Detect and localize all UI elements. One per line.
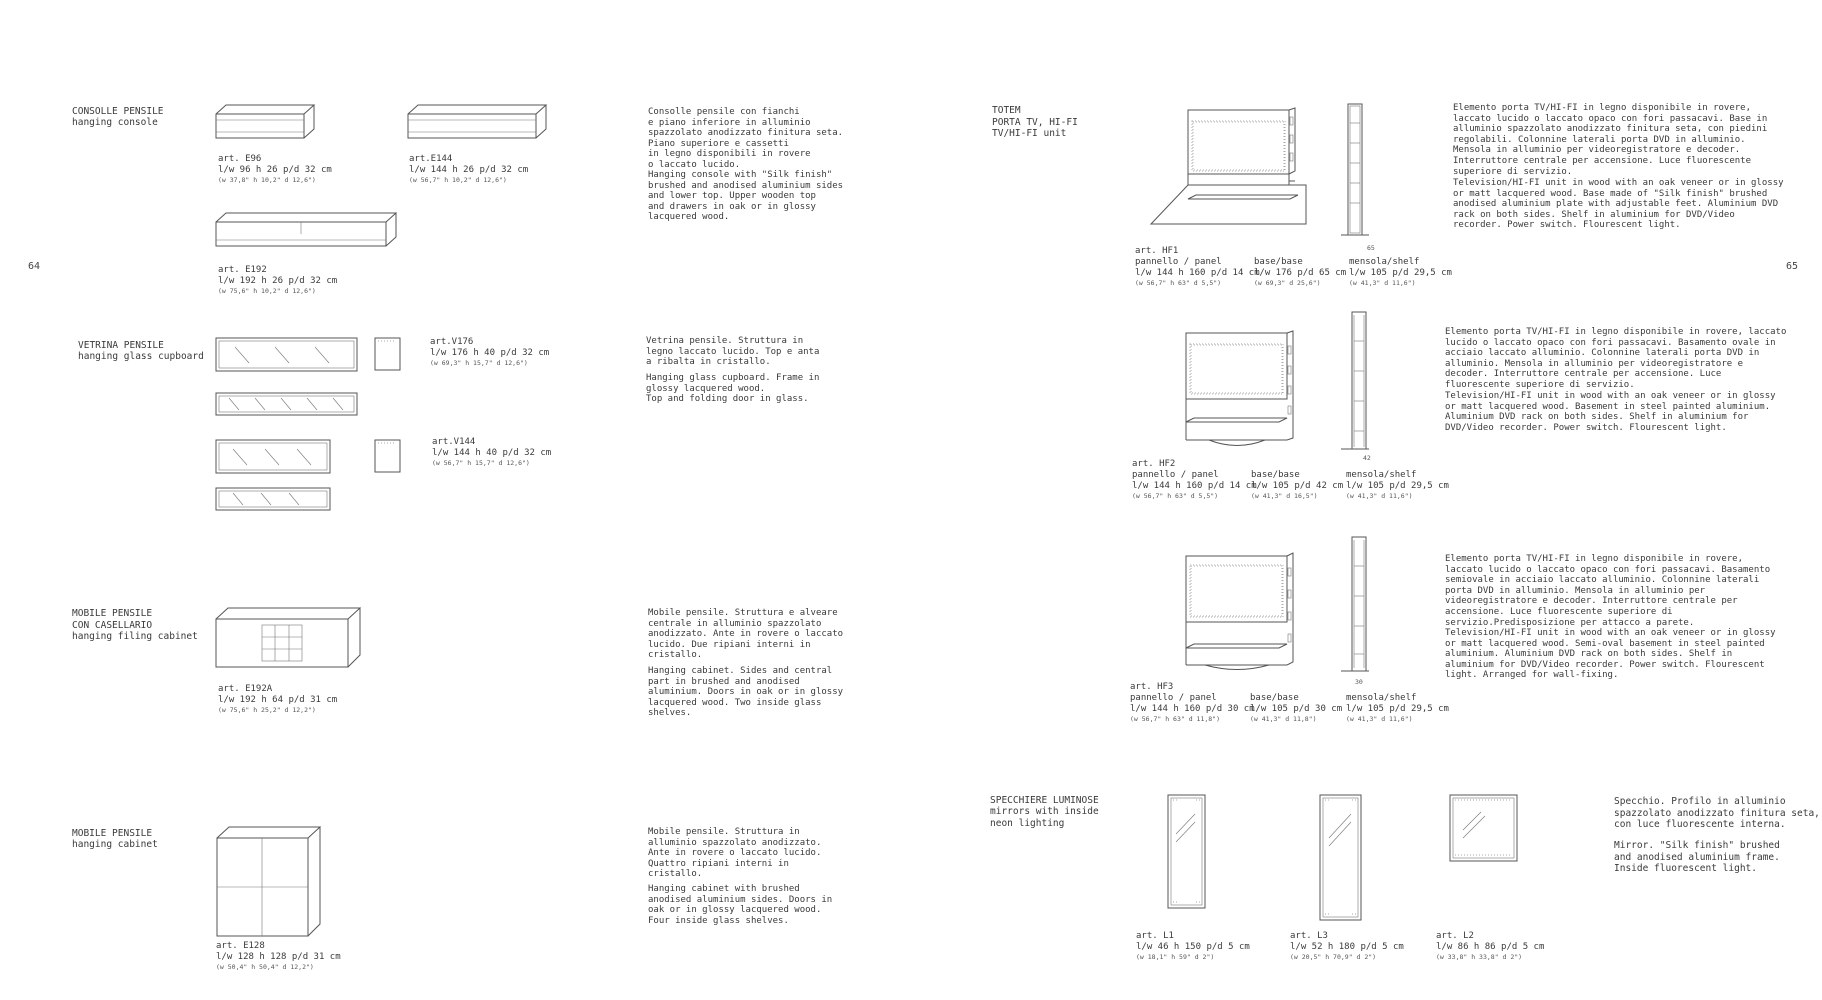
dims-e192a: l/w 192 h 64 p/d 31 cm bbox=[218, 695, 338, 705]
drawing-totem-hf3 bbox=[1185, 552, 1305, 674]
desc-it-specchiere: Specchio. Profilo in alluminio spazzolato anodizzato finitura seta, con luce fluorescente interna. bbox=[1614, 796, 1820, 830]
desc-it-casellario: Mobile pensile. Struttura e alveare centrale in alluminio spazzolato anodizzato. Ante in rovere o laccato lucido. Due ripiani interni in cristallo. bbox=[648, 608, 844, 661]
art-v144: art.V144 bbox=[432, 437, 476, 447]
panel-inch-hf2: (w 56,7" h 63" d 5,5") bbox=[1132, 492, 1219, 500]
inch-e96: (w 37,8" h 10,2" d 12,6") bbox=[218, 176, 316, 184]
dims-l3: l/w 52 h 180 p/d 5 cm bbox=[1290, 942, 1404, 952]
drawing-console-e144 bbox=[407, 104, 547, 142]
drawing-cabinet-e128 bbox=[216, 826, 322, 938]
art-e192: art. E192 bbox=[218, 265, 267, 275]
shelf-inch-hf1: (w 41,3" d 11,6") bbox=[1349, 279, 1416, 287]
panel-name-hf1: pannello / panel bbox=[1135, 257, 1222, 267]
drawing-console-e96 bbox=[215, 104, 315, 142]
desc-en-mobile: Hanging cabinet with brushed anodised aluminium sides. Doors in oak or in glossy lacquered wood. Four inside glass shelves. bbox=[648, 884, 833, 926]
base-name-hf2: base/base bbox=[1251, 470, 1300, 480]
inch-e192a: (w 75,6" h 25,2" d 12,2") bbox=[218, 706, 316, 714]
page-number-right: 65 bbox=[1786, 261, 1799, 272]
dims-e96: l/w 96 h 26 p/d 32 cm bbox=[218, 165, 332, 175]
desc-en-specchiere: Mirror. "Silk finish" brushed and anodised aluminium frame. Inside fluorescent light. bbox=[1614, 840, 1780, 874]
shelf-name-hf1: mensola/shelf bbox=[1349, 257, 1420, 267]
desc-en-casellario: Hanging cabinet. Sides and central part in brushed and anodised aluminium. Doors in oak or in glossy lacquered wood. Two inside glass shelves. bbox=[648, 666, 844, 719]
drawing-mirror-l1 bbox=[1167, 794, 1207, 910]
desc-it-consolle: Consolle pensile con fianchi e piano inferiore in alluminio spazzolato anodizzato finitura seta. Piano superiore e cassetti in legno disponibili in rovere o laccato lucido. bbox=[648, 107, 844, 170]
section-subtitle-consolle: hanging console bbox=[72, 117, 158, 128]
section-title-vetrina: VETRINA PENSILE bbox=[78, 340, 164, 351]
art-e128: art. E128 bbox=[216, 941, 265, 951]
base-dims-hf2: l/w 105 p/d 42 cm bbox=[1251, 481, 1344, 491]
dims-e144: l/w 144 h 26 p/d 32 cm bbox=[409, 165, 529, 175]
art-hf1: art. HF1 bbox=[1135, 246, 1179, 256]
base-dims-hf1: l/w 176 p/d 65 cm bbox=[1254, 268, 1347, 278]
shelf-dims-hf2: l/w 105 p/d 29,5 cm bbox=[1346, 481, 1449, 491]
inch-e128: (w 50,4" h 50,4" d 12,2") bbox=[216, 963, 314, 971]
drawing-vetrina-v176-side bbox=[374, 337, 402, 373]
drawing-totem-hf1-side bbox=[1340, 103, 1370, 241]
art-l3: art. L3 bbox=[1290, 931, 1328, 941]
art-l2: art. L2 bbox=[1436, 931, 1474, 941]
drawing-mirror-l3 bbox=[1319, 794, 1363, 922]
inch-e192: (w 75,6" h 10,2" d 12,6") bbox=[218, 287, 316, 295]
art-v176: art.V176 bbox=[430, 337, 474, 347]
shelf-name-hf2: mensola/shelf bbox=[1346, 470, 1417, 480]
inch-v144: (w 56,7" h 15,7" d 12,6") bbox=[432, 459, 530, 467]
drawing-totem-hf1 bbox=[1150, 107, 1310, 233]
dims-v176: l/w 176 h 40 p/d 32 cm bbox=[430, 348, 550, 358]
art-hf3: art. HF3 bbox=[1130, 682, 1174, 692]
base-inch-hf1: (w 69,3" d 25,6") bbox=[1254, 279, 1321, 287]
shelf-inch-hf2: (w 41,3" d 11,6") bbox=[1346, 492, 1413, 500]
dims-v144: l/w 144 h 40 p/d 32 cm bbox=[432, 448, 552, 458]
desc-en-consolle: Hanging console with "Silk finish" brushed and anodised aluminium sides and lower top. Upper wooden top and drawers in oak or in glossy lacquered wood. bbox=[648, 170, 844, 223]
section-title-mobile: MOBILE PENSILE bbox=[72, 828, 153, 839]
base-dims-hf3: l/w 105 p/d 30 cm bbox=[1250, 704, 1343, 714]
panel-name-hf2: pannello / panel bbox=[1132, 470, 1219, 480]
drawing-totem-hf2 bbox=[1185, 330, 1305, 452]
depth-label-hf1: 65 bbox=[1367, 244, 1375, 252]
panel-inch-hf1: (w 56,7" h 63" d 5,5") bbox=[1135, 279, 1222, 287]
section-title-specchiere: SPECCHIERE LUMINOSE bbox=[990, 795, 1099, 806]
art-e96: art. E96 bbox=[218, 154, 262, 164]
drawing-vetrina-v144-front bbox=[215, 439, 333, 475]
shelf-dims-hf3: l/w 105 p/d 29,5 cm bbox=[1346, 704, 1449, 714]
drawing-vetrina-v144-top bbox=[215, 487, 333, 513]
art-l1: art. L1 bbox=[1136, 931, 1174, 941]
section-subtitle-mobile: hanging cabinet bbox=[72, 839, 158, 850]
panel-name-hf3: pannello / panel bbox=[1130, 693, 1217, 703]
drawing-vetrina-v176-front bbox=[215, 337, 360, 373]
section-title-consolle: CONSOLLE PENSILE bbox=[72, 106, 164, 117]
desc-it-mobile: Mobile pensile. Struttura in alluminio spazzolato anodizzato. Ante in rovere o laccato lucido. Quattro ripiani interni in cristallo. bbox=[648, 827, 822, 880]
section-subtitle-casellario: hanging filing cabinet bbox=[72, 631, 198, 642]
desc-en-vetrina: Hanging glass cupboard. Frame in glossy lacquered wood. Top and folding door in glass. bbox=[646, 373, 820, 405]
inch-l3: (w 20,5" h 70,9" d 2") bbox=[1290, 953, 1377, 961]
inch-l1: (w 18,1" h 59" d 2") bbox=[1136, 953, 1215, 961]
panel-dims-hf1: l/w 144 h 160 p/d 14 cm bbox=[1135, 268, 1260, 278]
panel-dims-hf2: l/w 144 h 160 p/d 14 cm bbox=[1132, 481, 1257, 491]
shelf-dims-hf1: l/w 105 p/d 29,5 cm bbox=[1349, 268, 1452, 278]
base-inch-hf3: (w 41,3" d 11,8") bbox=[1250, 715, 1317, 723]
page-number-left: 64 bbox=[28, 261, 41, 272]
desc-en-hf1: Television/HI-FI unit in wood with an oak veneer or in glossy or matt lacquered wood. Base made of "Silk finish" brushed anodised aluminium plate with adjustable feet. Aluminium DVD rack on both sides. Shelf in aluminium for DVD/Video recorder. Power switch. Flourescent light. bbox=[1453, 178, 1784, 231]
section-subtitle-specchiere: mirrors with inside neon lighting bbox=[990, 806, 1099, 829]
art-e144: art.E144 bbox=[409, 154, 453, 164]
drawing-vetrina-v176-top bbox=[215, 392, 360, 418]
base-inch-hf2: (w 41,3" d 16,5") bbox=[1251, 492, 1318, 500]
desc-it-hf2: Elemento porta TV/HI-FI in legno disponibile in rovere, laccato lucido o laccato opaco con fori passacavi. Basamento ovale in acciaio laccato alluminio. Colonnine laterali porta DVD in alluminio. Mensola in alluminio per videoregistratore e decoder. Interruttore centrale per accensione. Luce fluorescente superiore di servizio. bbox=[1445, 327, 1787, 390]
dims-e128: l/w 128 h 128 p/d 31 cm bbox=[216, 952, 341, 962]
drawing-vetrina-v144-side bbox=[374, 439, 402, 475]
drawing-totem-hf3-side bbox=[1340, 536, 1370, 680]
drawing-totem-hf2-side bbox=[1340, 311, 1370, 455]
section-title-totem: TOTEM PORTA TV, HI-FI bbox=[992, 105, 1078, 128]
dims-e192: l/w 192 h 26 p/d 32 cm bbox=[218, 276, 338, 286]
depth-label-hf3: 30 bbox=[1355, 678, 1363, 686]
drawing-console-e192 bbox=[215, 212, 397, 250]
base-name-hf1: base/base bbox=[1254, 257, 1303, 267]
desc-en-hf2: Television/HI-FI unit in wood with an oak veneer or in glossy or matt lacquered wood. Basement in steel painted aluminium. Aluminium DVD rack on both sides. Shelf in aluminium for DVD/Video recorder. Power switch. Flourescent light. bbox=[1445, 391, 1776, 433]
inch-l2: (w 33,8" h 33,8" d 2") bbox=[1436, 953, 1523, 961]
desc-it-hf3: Elemento porta TV/HI-FI in legno disponibile in rovere, laccato lucido o laccato opaco con fori passacavi. Basamento semiovale in acciaio laccato alluminio. Colonnine laterali porta DVD in alluminio. Mensola in alluminio per videoregistratore e decoder. Interruttore centrale per accensione. Luce fluorescente superiore di servizio.Predisposizione per attacco a parete. bbox=[1445, 554, 1771, 628]
desc-it-vetrina: Vetrina pensile. Struttura in legno laccato lucido. Top e anta a ribalta in cristallo. bbox=[646, 336, 820, 368]
drawing-cabinet-e192a bbox=[215, 607, 363, 669]
section-title-casellario: MOBILE PENSILE CON CASELLARIO bbox=[72, 608, 153, 631]
section-subtitle-totem: TV/HI-FI unit bbox=[992, 128, 1067, 139]
panel-dims-hf3: l/w 144 h 160 p/d 30 cm bbox=[1130, 704, 1255, 714]
dims-l2: l/w 86 h 86 p/d 5 cm bbox=[1436, 942, 1545, 952]
art-e192a: art. E192A bbox=[218, 684, 273, 694]
dims-l1: l/w 46 h 150 p/d 5 cm bbox=[1136, 942, 1250, 952]
inch-v176: (w 69,3" h 15,7" d 12,6") bbox=[430, 359, 528, 367]
base-name-hf3: base/base bbox=[1250, 693, 1299, 703]
drawing-mirror-l2 bbox=[1449, 794, 1519, 864]
desc-it-hf1: Elemento porta TV/HI-FI in legno disponibile in rovere, laccato lucido o laccato opaco con fori passacavi. Base in alluminio spazzolato anodizzato finitura seta, con piedini regolabili. Colonnine laterali porta DVD in alluminio. Mensola in alluminio per videoregistratore e decoder. Interruttore centrale per accensione. Luce fluorescente superiore di servizio. bbox=[1453, 103, 1768, 177]
art-hf2: art. HF2 bbox=[1132, 459, 1176, 469]
inch-e144: (w 56,7" h 10,2" d 12,6") bbox=[409, 176, 507, 184]
desc-en-hf3: Television/HI-FI unit in wood with an oak veneer or in glossy or matt lacquered wood. Semi-oval basement in steel painted aluminium. Aluminium DVD rack on both sides. Shelf in aluminium for DVD/Video recorder. Power switch. Flourescent light. Arranged for wall-fixing. bbox=[1445, 628, 1776, 681]
shelf-name-hf3: mensola/shelf bbox=[1346, 693, 1417, 703]
panel-inch-hf3: (w 56,7" h 63" d 11,8") bbox=[1130, 715, 1221, 723]
section-subtitle-vetrina: hanging glass cupboard bbox=[78, 351, 204, 362]
depth-label-hf2: 42 bbox=[1363, 454, 1371, 462]
shelf-inch-hf3: (w 41,3" d 11,6") bbox=[1346, 715, 1413, 723]
